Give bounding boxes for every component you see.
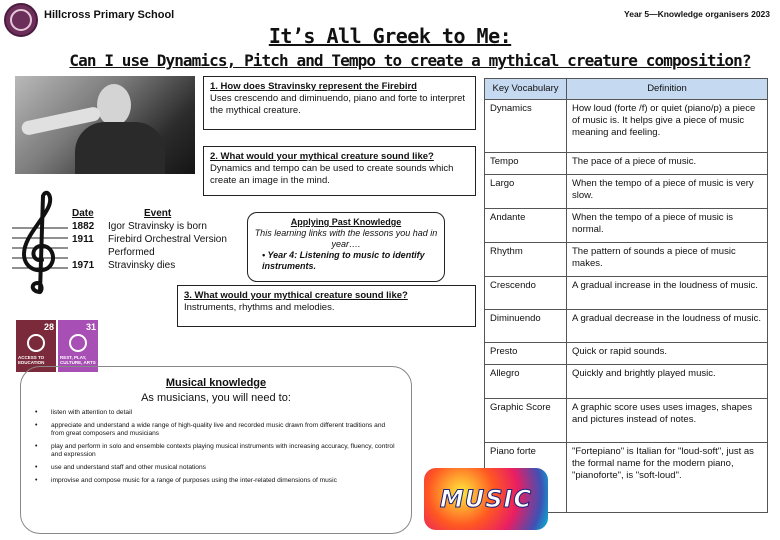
vocab-definition: A gradual increase in the loudness of music.: [567, 277, 768, 310]
list-item-text: listen with attention to detail: [51, 409, 133, 416]
list-item: [35, 464, 397, 473]
timeline-event: Stravinsky dies: [108, 260, 176, 271]
vocab-definition: A graphic score uses uses images, shapes and pictures instead of notes.: [567, 399, 768, 443]
musical-knowledge-subheading: As musicians, you will need to:: [141, 392, 291, 404]
vocab-term: Andante: [485, 209, 567, 243]
bullet-icon: •: [35, 476, 38, 484]
vocab-definition: When the tempo of a piece of music is very slow.: [567, 175, 768, 209]
past-knowledge-heading: Applying Past Knowledge: [290, 217, 402, 227]
vocab-term: Largo: [485, 175, 567, 209]
table-row: [485, 100, 768, 153]
table-row: [485, 399, 768, 443]
timeline-date-header: Date: [72, 208, 94, 219]
bullet-icon: •: [35, 421, 38, 429]
vocab-definition: When the tempo of a piece of music is normal.: [567, 209, 768, 243]
people-icon: [69, 334, 87, 352]
question-3-text: Instruments, rhythms and melodies.: [184, 302, 335, 313]
timeline-row: [72, 233, 248, 259]
question-3-heading: 3. What would your mythical creature sound like?: [184, 290, 408, 301]
past-knowledge-box: [247, 212, 445, 282]
list-item: [35, 443, 397, 460]
table-row: [485, 277, 768, 310]
bullet-icon: •: [35, 463, 38, 471]
vocab-definition: Quick or rapid sounds.: [567, 343, 768, 365]
question-2-heading: 2. What would your mythical creature sound like?: [210, 151, 434, 162]
music-logo: [424, 468, 548, 530]
person-icon: [27, 334, 45, 352]
vocab-term: Diminuendo: [485, 310, 567, 343]
musical-knowledge-list: [35, 409, 397, 485]
table-header-row: [485, 79, 768, 100]
list-item-text: play and perform in solo and ensemble contexts playing musical instruments with increasing accuracy, fluency, control and expression: [51, 442, 395, 459]
page-subtitle: Can I use Dynamics, Pitch and Tempo to create a mythical creature composition?: [69, 51, 751, 70]
school-name: Hillcross Primary School: [44, 9, 175, 21]
table-row: [485, 175, 768, 209]
vocab-term: Graphic Score: [485, 399, 567, 443]
table-row: [485, 243, 768, 277]
bullet-icon: •: [35, 409, 38, 416]
page-title: It’s All Greek to Me:: [268, 24, 512, 48]
sdg-badge-label: ACCESS TO EDUCATION: [18, 355, 45, 365]
question-box-1: [203, 76, 476, 130]
question-box-3: [177, 285, 476, 327]
table-row: [485, 153, 768, 175]
timeline-date: 1882: [72, 221, 95, 232]
vocab-definition: "Fortepiano" is Italian for "loud-soft", just as the formal name for the modern piano, "pianoforte", is "soft-loud".: [567, 443, 768, 513]
table-row: [485, 310, 768, 343]
timeline-row: [72, 220, 248, 233]
sdg-badge-number: 28: [43, 322, 54, 332]
table-row: [485, 365, 768, 399]
past-knowledge-bullet-text: Year 4: Listening to music to identify instruments.: [262, 250, 425, 271]
vocab-definition: Quickly and brightly played music.: [567, 365, 768, 399]
timeline: [72, 207, 248, 272]
vocab-term: Tempo: [485, 153, 567, 175]
music-logo-text: MUSIC: [439, 485, 533, 513]
column-header-definition: Definition: [567, 79, 768, 100]
list-item-text: appreciate and understand a wide range of high-quality live and recorded music drawn from different traditions and from great composers and musicians: [51, 421, 386, 438]
vocab-definition: A gradual decrease in the loudness of music.: [567, 310, 768, 343]
timeline-date: 1911: [72, 234, 94, 245]
table-row: [485, 209, 768, 243]
past-knowledge-bullet: • Year 4: Listening to music to identify instruments.: [262, 250, 425, 271]
vocab-term: Dynamics: [485, 100, 567, 153]
stravinsky-photo: [15, 76, 195, 174]
vocab-term: Allegro: [485, 365, 567, 399]
photo-body: [75, 122, 165, 174]
sdg-badge-culture: [58, 320, 98, 372]
question-1-heading: 1. How does Stravinsky represent the Firebird: [210, 81, 417, 92]
vocab-term: Rhythm: [485, 243, 567, 277]
sdg-badge-education: [16, 320, 56, 372]
table-row: [485, 343, 768, 365]
question-box-2: [203, 146, 476, 196]
list-item-text: improvise and compose music for a range of purposes using the inter-related dimensions of music: [51, 476, 337, 484]
vocab-term: Presto: [485, 343, 567, 365]
past-knowledge-text: This learning links with the lessons you had in year….: [254, 228, 438, 249]
year-note: Year 5—Knowledge organisers 2023: [624, 9, 770, 19]
vocabulary-table: [484, 78, 768, 513]
vocab-definition: The pattern of sounds a piece of music makes.: [567, 243, 768, 277]
question-2-text: Dynamics and tempo can be used to create sounds which create an image in the mind.: [210, 163, 454, 186]
question-1-text: Uses crescendo and diminuendo, piano and forte to interpret the mythical creature.: [210, 93, 466, 116]
timeline-date: 1971: [72, 260, 95, 271]
photo-head: [97, 84, 131, 126]
timeline-event: Firebird Orchestral Version Performed: [108, 234, 227, 258]
musical-knowledge-heading: Musical knowledge: [165, 377, 267, 389]
vocab-term: Crescendo: [485, 277, 567, 310]
list-item: [35, 409, 397, 418]
list-item: [35, 422, 397, 439]
timeline-header: [72, 207, 248, 220]
timeline-row: [72, 259, 248, 272]
list-item: [35, 477, 397, 486]
musical-knowledge-panel: [20, 366, 412, 534]
timeline-event-header: Event: [144, 208, 172, 219]
vocab-definition: The pace of a piece of music.: [567, 153, 768, 175]
sdg-badge-label: REST, PLAY, CULTURE, ARTS: [60, 355, 96, 365]
treble-clef-icon: [10, 188, 70, 300]
vocab-definition: How loud (forte /f) or quiet (piano/p) a piece of music is. It helps give a piece of music meaning and feeling.: [567, 100, 768, 153]
list-item-text: use and understand staff and other musical notations: [51, 463, 206, 471]
bullet-icon: •: [35, 442, 38, 450]
timeline-event: Igor Stravinsky is born: [108, 221, 207, 232]
sdg-badge-number: 31: [85, 322, 96, 332]
vocab-term: Piano forte: [485, 443, 567, 513]
column-header-key-vocabulary: Key Vocabulary: [485, 79, 567, 100]
